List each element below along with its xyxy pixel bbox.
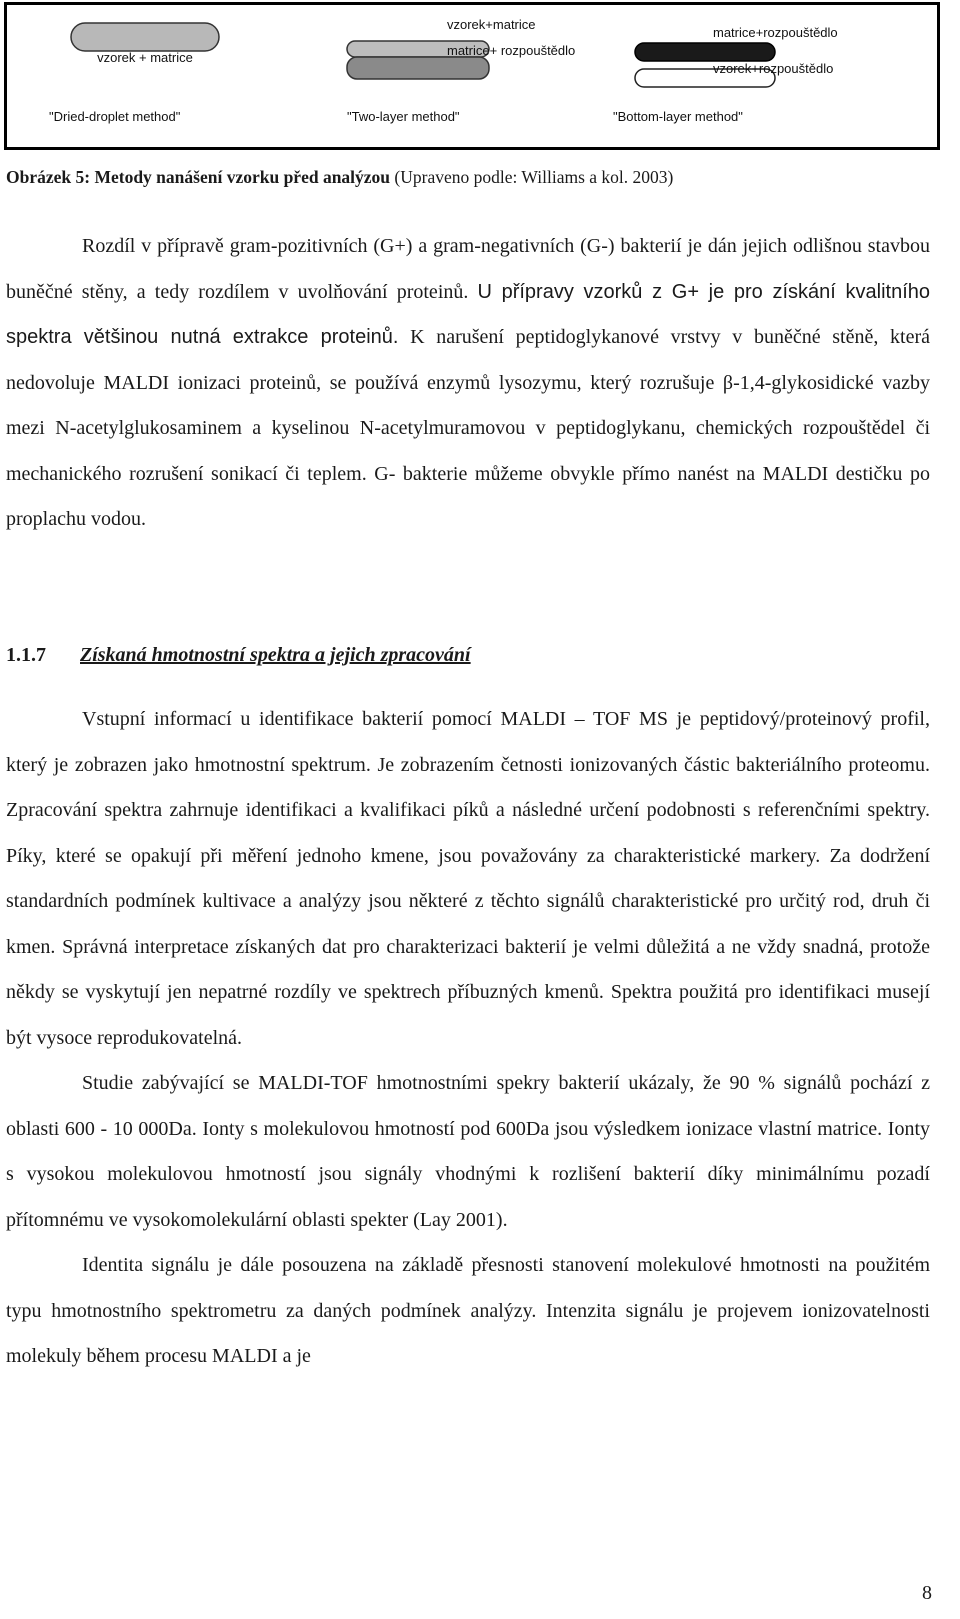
label-two-layer-bottom: matrice+ rozpouštědlo [447,43,576,58]
paragraph: Studie zabývající se MALDI-TOF hmotnostními spekry bakterií ukázaly, že 90 % signálů pochází z oblasti 600 - 10 000Da. Ionty s molekulovou hmotností pod 600Da jsou výsledkem ionizace vlastní matrice. Ionty s vysokou molekulovou hmotností jsou signály vhodnými k rozlišení bakterií díky minimálnímu pozadí přítomnému ve vysokomolekulární oblasti spekter (Lay 2001). [6,1072,930,1231]
section-1-text [6,224,930,543]
section-number: 1.1.7 [6,644,46,666]
droplet-shape [71,23,219,51]
label-bottom-layer-top: matrice+rozpouštědlo [713,25,838,40]
method-label-two: "Two-layer method" [347,109,460,124]
method-label-dried: "Dried-droplet method" [49,109,181,124]
section-heading [6,644,471,667]
paragraph-part-c: K narušení peptidoglykanové vrstvy v buněčné stěně, která nedovoluje MALDI ionizaci proteinů, se používá enzymů lysozymu, který rozrušuje β-1,4-glykosidické vazby mezi N-acetylglukosaminem a kyselinou N-acetylmuramovou v peptidoglykanu, chemických rozpouštědel či mechanického rozrušení sonikací či teplem. G- bakterie můžeme obvykle přímo nanést na MALDI destičku po proplachu vodou. [6,326,930,530]
caption-title: Obrázek 5: Metody nanášení vzorku před analýzou [6,167,391,187]
section-title: Získaná hmotnostní spektra a jejich zpracování [80,644,471,666]
paragraph-part-a: Rozdíl v přípravě gram-pozitivních (G+) a gram-negativních (G-) bakterií je dán jejich odlišnou stavbou buněčné stěny, a tedy rozdílem v uvolňování proteinů. [6,235,930,303]
figure-caption [6,166,936,188]
sample-methods-figure [4,2,940,150]
section-2-text [6,697,930,1380]
label-bottom-layer-bottom: vzorek+rozpouštědlo [713,61,834,76]
caption-source: (Upraveno podle: Williams a kol. 2003) [390,167,674,187]
label-dried-droplet: vzorek + matrice [97,50,193,65]
bottom-layer-top-shape [635,43,775,61]
paragraph [6,224,930,543]
method-label-bottom: "Bottom-layer method" [613,109,743,124]
methods-diagram [7,5,937,147]
label-two-layer-top: vzorek+matrice [447,17,536,32]
paragraph: Identita signálu je dále posouzena na základě přesnosti stanovení molekulové hmotnosti na použitém typu hmotnostního spektrometru za daných podmínek analýzy. Intenzita signálu je projevem ionizovatelnosti molekuly během procesu MALDI a je [6,1254,930,1367]
paragraph: Vstupní informací u identifikace bakterií pomocí MALDI – TOF MS je peptidový/proteinový profil, který je zobrazen jako hmotnostní spektrum. Je zobrazením četnosti ionizovaných částic bakteriálního proteomu. Zpracování spektra zahrnuje identifikaci a kvalifikaci píků a následné určení podobnosti s referenčními spektry. Píky, které se opakují při měření jednoho kmene, jsou považovány za charakteristické markery. Za dodržení standardních podmínek kultivace a analýzy jsou některé z těchto signálů charakteristické pro určitý rod, druh či kmen. Správná interpretace získaných dat pro charakterizaci bakterií je velmi důležitá a ne vždy snadná, protože někdy se vyskytují jen nepatrné rozdíly ve spektrech příbuzných kmenů. Spektra použitá pro identifikaci musejí být vysoce reprodukovatelná. [6,708,930,1049]
paragraph-part-b: U přípravy vzorků z G+ je pro získání kvalitního spektra většinou nutná extrakce proteinů. [6,280,930,348]
two-layer-bottom-shape [347,57,489,79]
page-number: 8 [922,1582,932,1604]
